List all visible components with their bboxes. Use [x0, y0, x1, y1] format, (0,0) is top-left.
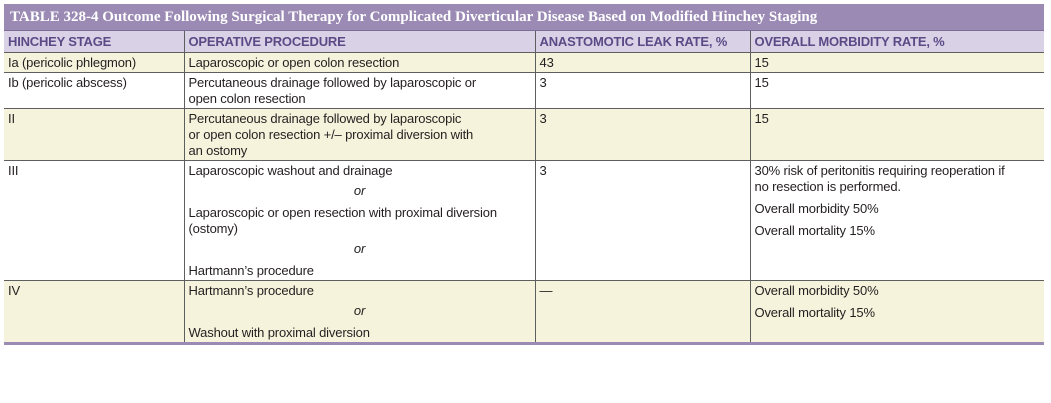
morbidity-line: 15 [754, 111, 769, 126]
procedure-line: open colon resection [188, 91, 306, 106]
procedure-line: Laparoscopic washout and drainage [188, 163, 393, 178]
or-connector: or [353, 303, 366, 318]
leak-rate-cell: 43 [535, 53, 750, 73]
morbidity-cell [750, 53, 1044, 73]
procedure-line: or open colon resection +/– proximal diversion with [188, 127, 474, 142]
procedure-line: Laparoscopic or open colon resection [188, 55, 400, 70]
outcome-table [4, 4, 1044, 345]
morbidity-line: Overall morbidity 50% [754, 283, 879, 298]
procedure-cell [184, 109, 535, 161]
table-row [4, 281, 1044, 344]
header-anastomotic-leak-rate: ANASTOMOTIC LEAK RATE, % [535, 31, 750, 53]
procedure-line: an ostomy [188, 143, 248, 158]
mortality-line: Overall mortality 15% [754, 305, 875, 320]
procedure-line: Hartmann’s procedure [188, 283, 314, 298]
morbidity-line: 15 [754, 55, 769, 70]
or-connector: or [353, 183, 366, 198]
morbidity-line: Overall morbidity 50% [754, 201, 879, 216]
procedure-line: Percutaneous drainage followed by laparoscopic or [188, 75, 476, 90]
morbidity-line: 15 [754, 75, 769, 90]
morbidity-cell [750, 73, 1044, 109]
morbidity-cell [750, 161, 1044, 281]
morbidity-line: 30% risk of peritonitis requiring reoperation if [754, 163, 1005, 178]
table-row [4, 109, 1044, 161]
procedure-cell [184, 53, 535, 73]
header-operative-procedure: OPERATIVE PROCEDURE [184, 31, 535, 53]
procedure-line: (ostomy) [188, 221, 238, 236]
procedure-line: Hartmann’s procedure [188, 263, 314, 278]
table-row [4, 161, 1044, 281]
stage-cell: III [4, 161, 184, 281]
header-overall-morbidity-rate: OVERALL MORBIDITY RATE, % [750, 31, 1044, 53]
leak-rate-cell: — [535, 281, 750, 344]
leak-rate-cell: 3 [535, 73, 750, 109]
leak-rate-cell: 3 [535, 161, 750, 281]
leak-rate-cell: 3 [535, 109, 750, 161]
or-connector: or [353, 241, 366, 256]
procedure-line: Washout with proximal diversion [188, 325, 370, 340]
morbidity-line: no resection is performed. [754, 179, 901, 194]
procedure-line: Percutaneous drainage followed by laparoscopic [188, 111, 462, 126]
procedure-cell [184, 161, 535, 281]
stage-cell: IV [4, 281, 184, 344]
morbidity-cell [750, 281, 1044, 344]
stage-cell: Ib (pericolic abscess) [4, 73, 184, 109]
stage-cell: II [4, 109, 184, 161]
table-row [4, 73, 1044, 109]
table-title: TABLE 328-4 Outcome Following Surgical Therapy for Complicated Diverticular Disease Based on Modified Hinchey Staging [4, 4, 1044, 31]
stage-cell: Ia (pericolic phlegmon) [4, 53, 184, 73]
morbidity-cell [750, 109, 1044, 161]
header-hinchey-stage: HINCHEY STAGE [4, 31, 184, 53]
procedure-line: Laparoscopic or open resection with proximal diversion [188, 205, 497, 220]
mortality-line: Overall mortality 15% [754, 223, 875, 238]
header-row [4, 31, 1044, 53]
procedure-cell [184, 73, 535, 109]
data-table [4, 31, 1044, 345]
table-row [4, 53, 1044, 73]
procedure-cell [184, 281, 535, 344]
